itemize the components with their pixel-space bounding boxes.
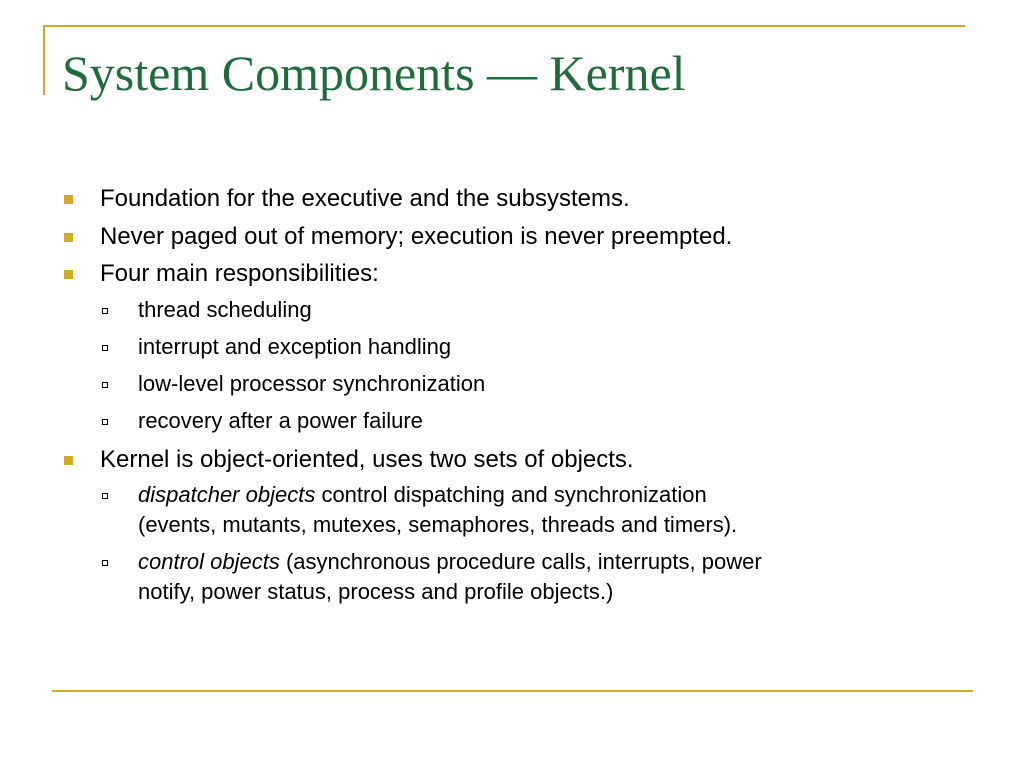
frame-bottom-line (52, 690, 973, 692)
bullet-item (0, 182, 1024, 216)
bullet-list (0, 182, 1024, 614)
sub-bullet-item (0, 369, 1024, 399)
sub-bullet-item (0, 547, 1024, 607)
sub-bullet-text: control dispatching and synchronization (315, 482, 707, 507)
hollow-square-bullet-icon (102, 308, 108, 314)
hollow-square-bullet-icon (102, 382, 108, 388)
sub-bullet-text: recovery after a power failure (138, 407, 423, 433)
sub-bullet-line: (events, mutants, mutexes, semaphores, threads and timers). (138, 512, 738, 537)
frame-top-line (43, 25, 965, 27)
sub-bullet-text: thread scheduling (138, 296, 312, 322)
sub-bullet-item (0, 295, 1024, 325)
square-bullet-icon (64, 233, 73, 242)
hollow-square-bullet-icon (102, 560, 108, 566)
bullet-item (0, 220, 1024, 254)
control-objects-term: control objects (138, 549, 280, 574)
sub-bullet-text: (asynchronous procedure calls, interrupts, power (279, 549, 762, 574)
bullet-text: Never paged out of memory; execution is never preempted. (100, 222, 733, 250)
bullet-item (0, 257, 1024, 291)
sub-bullet-line: notify, power status, process and profile objects.) (138, 579, 614, 604)
sub-bullet-item (0, 332, 1024, 362)
square-bullet-icon (64, 195, 73, 204)
bullet-text: Four main responsibilities: (100, 260, 379, 287)
sub-bullet-line (138, 480, 1024, 510)
sub-bullet-item (0, 406, 1024, 436)
square-bullet-icon (64, 456, 73, 465)
sub-bullet-text: interrupt and exception handling (138, 333, 452, 359)
bullet-text: Kernel is object-oriented, uses two sets of objects. (100, 445, 634, 473)
sub-bullet-line (138, 547, 1024, 577)
hollow-square-bullet-icon (102, 345, 108, 351)
hollow-square-bullet-icon (102, 493, 108, 499)
bullet-text: Foundation for the executive and the subsystems. (100, 185, 630, 212)
bullet-item (0, 443, 1024, 477)
frame-left-line (43, 25, 45, 95)
sub-bullet-item (0, 480, 1024, 540)
hollow-square-bullet-icon (102, 419, 108, 425)
square-bullet-icon (64, 270, 73, 279)
dispatcher-objects-term: dispatcher objects (138, 482, 316, 507)
slide-title: System Components — Kernel (62, 45, 686, 101)
sub-bullet-text: low-level processor synchronization (138, 370, 486, 396)
